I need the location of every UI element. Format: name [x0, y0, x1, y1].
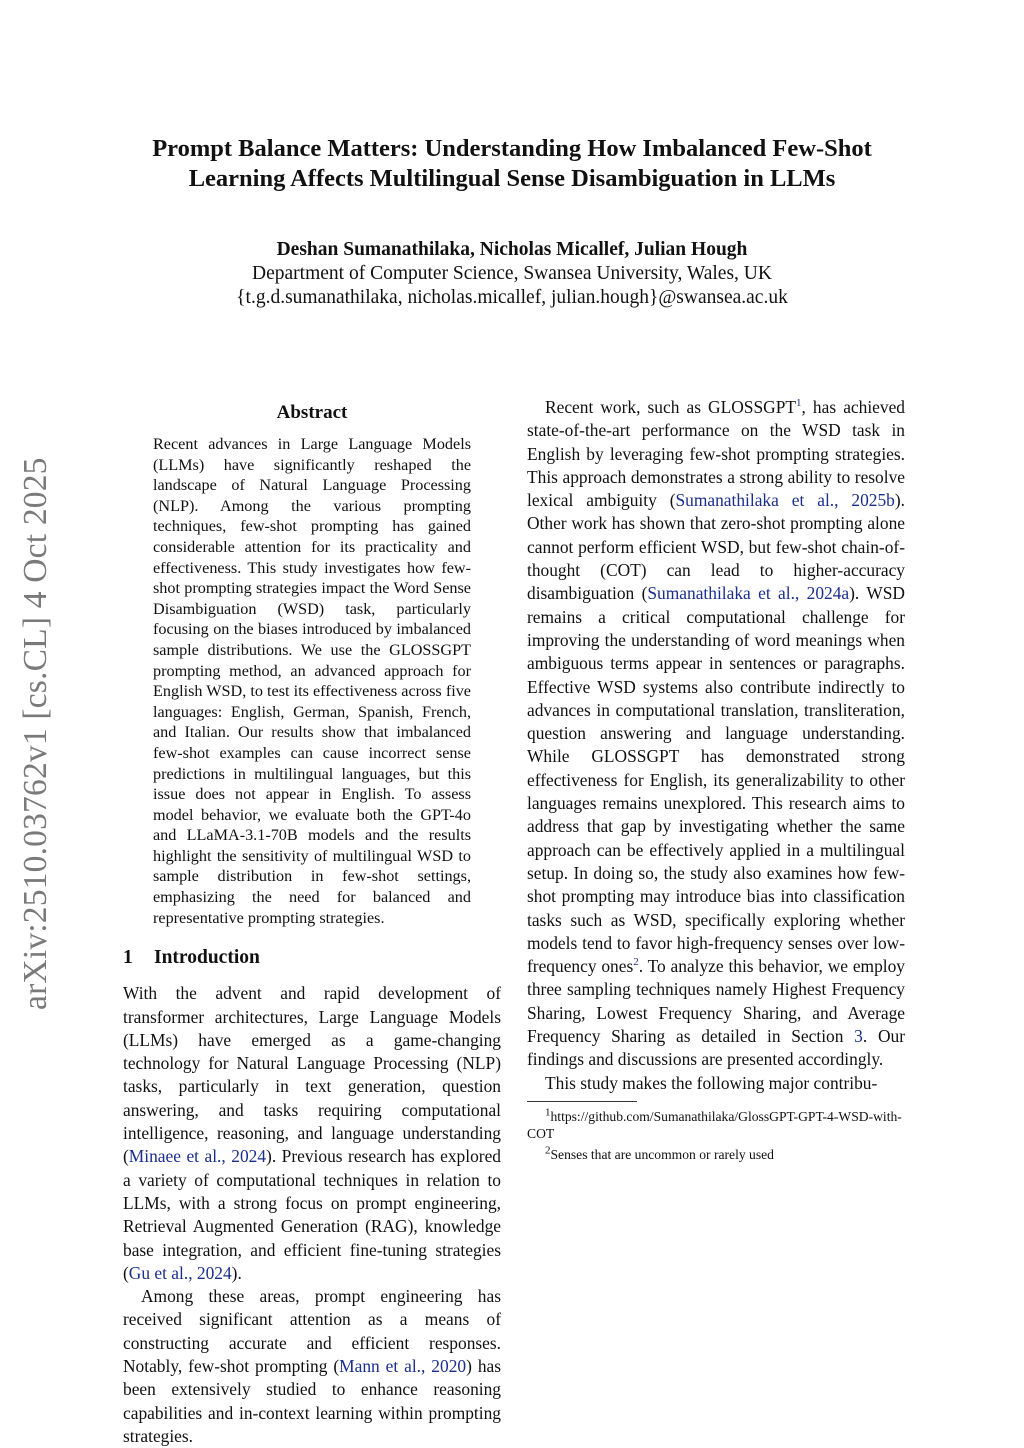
abstract-heading: Abstract [276, 402, 348, 423]
intro-paragraph-3: Recent work, such as GLOSSGPT$^1$, has achieved state-of-the-art performance on the WSD task in English by leveraging few-shot prompting strategies. This approach demonstrates a strong ability to resolve lexical ambiguity (Sumanathilaka et al., 2025b). Other work has shown that zero-shot prompting alone cannot perform efficient WSD, but few-shot chain-of-thought (COT) can lead to higher-accuracy disambiguation (Sumanathilaka et al., 2024a). WSD remains a critical computational challenge for improving the understanding of word meanings when ambiguous terms appear in sentences or paragraphs. Effective WSD systems also contribute indirectly to advances in computational translation, transliteration, question answering and language understanding. While GLOSSGPT has demonstrated strong effectiveness for English, its generalizability to other languages remains unexplored. This research aims to address that gap by investigating whether the same approach can be effectively applied in a multilingual setup. In doing so, the study also examines how few-shot prompting may introduce bias into classification tasks such as WSD, specifically exploring whether models tend to favor high-frequency senses over low-frequency ones$^2$. To analyze this behavior, we employ three sampling techniques namely Highest Frequency Sharing, Lowest Frequency Sharing, and Average Frequency Sharing as detailed in Section 3. Our findings and discussions are presented accordingly. [527, 397, 906, 1070]
section-reference-3[interactable]: 3 [854, 1026, 863, 1047]
footnote-1: $^1$https://github.com/Sumanathilaka/GlossGPT-GPT-4-WSD-with-COT [527, 1106, 902, 1141]
author-emails: {t.g.d.sumanathilaka, nicholas.micallef, julian.hough}@swansea.ac.uk [236, 287, 788, 308]
citation-minaee-2024[interactable]: Minaee et al., 2024 [128, 1146, 267, 1167]
intro-paragraph-4: This study makes the following major contribu- [545, 1072, 878, 1093]
citation-sumanathilaka-2024a[interactable]: Sumanathilaka et al., 2024a [647, 583, 850, 604]
intro-paragraph-1: With the advent and rapid development of transformer architectures, Large Language Models (LLMs) have emerged as a game-changing technology for Natural Language Processing (NLP) tasks, particularly in text generation, question answering, and tasks requiring computational intelligence, reasoning, and language understanding (Minaee et al., 2024). Previous research has explored a variety of computational techniques in relation to LLMs, with a strong focus on prompt engineering, Retrieval Augmented Generation (RAG), knowledge base integration, and efficient fine-tuning strategies (Gu et al., 2024). [123, 983, 501, 1283]
author-block [112, 238, 912, 310]
paper-title-line-2: Learning Affects Multilingual Sense Disambiguation in LLMs [188, 165, 836, 192]
section-title: Introduction [154, 947, 260, 969]
section-heading-introduction [123, 946, 501, 970]
citation-mann-2020[interactable]: Mann et al., 2020 [339, 1356, 467, 1376]
abstract-text: Recent advances in Large Language Models (LLMs) have significantly reshaped the landscape of Natural Language Processing (NLP). Among the various prompting techniques, few-shot prompting has gained considerable attention for its practicality and effectiveness. This study investigates how few-shot prompting strategies impact the Word Sense Disambiguation (WSD) task, particularly focusing on the biases introduced by imbalanced sample distributions. We use the GLOSSGPT prompting method, an advanced approach for English WSD, to test its effectiveness across five languages: English, German, Spanish, French, and Italian. Our results show that imbalanced few-shot examples can cause incorrect sense predictions in multilingual languages, but this issue does not appear in English. To assess model behavior, we evaluate both the GPT-4o and LLaMA-3.1-70B models and the results highlight the sensitivity of multilingual WSD to sample distribution in few-shot settings, emphasizing the need for balanced and representative prompting strategies. [153, 435, 471, 927]
author-names: Deshan Sumanathilaka, Nicholas Micallef, Julian Hough [276, 239, 748, 260]
intro-paragraph-2: Among these areas, prompt engineering has received significant attention as a means of constructing accurate and efficient responses. Notably, few-shot prompting (Mann et al., 2020) has been extensively studied to enhance reasoning capabilities and in-context learning within prompting strategies. [123, 1286, 501, 1446]
section-number: 1 [123, 947, 133, 969]
author-affiliation: Department of Computer Science, Swansea University, Wales, UK [252, 263, 772, 284]
footnote-divider [527, 1101, 637, 1102]
citation-gu-2024[interactable]: Gu et al., 2024 [128, 1262, 232, 1283]
left-column [123, 396, 501, 1448]
arxiv-stamp-text: arXiv:2510.03762v1 [cs.CL] 4 Oct 2025 [17, 457, 54, 1010]
right-column [527, 396, 905, 1163]
footnote-2: $^2$Senses that are uncommon or rarely used [545, 1144, 774, 1162]
footnote-ref-1[interactable]: 1 [796, 397, 802, 410]
paper-title [112, 134, 912, 194]
footnote-ref-2[interactable]: 2 [633, 956, 639, 969]
paper-title-line-1: Prompt Balance Matters: Understanding How Imbalanced Few-Shot [152, 135, 872, 162]
citation-sumanathilaka-2025b[interactable]: Sumanathilaka et al., 2025b [675, 490, 895, 511]
